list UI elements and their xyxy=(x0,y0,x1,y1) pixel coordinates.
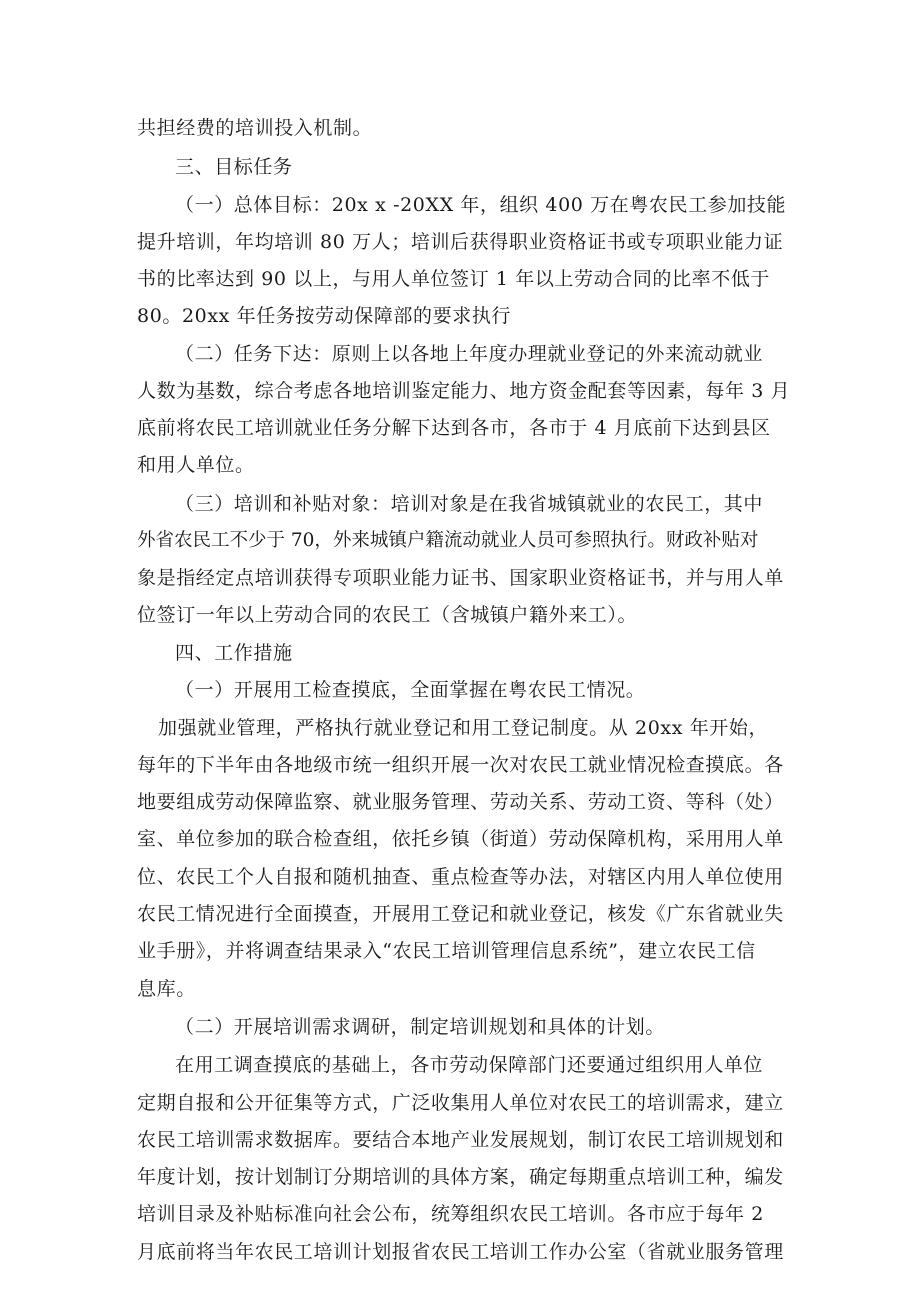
text-line: 外省农民工不少于 70，外来城镇户籍流动就业人员可参照执行。财政补贴对 xyxy=(137,530,759,551)
text-line: （二）任务下达：原则上以各地上年度办理就业登记的外来流动就业 xyxy=(175,343,764,365)
section-heading: 三、目标任务 xyxy=(175,156,293,178)
text-line: 象是指经定点培训获得专项职业能力证书、国家职业资格证书，并与用人单 xyxy=(137,567,784,589)
text-line: 月底前将当年农民工培训计划报省农民工培训工作办公室（省就业服务管理 xyxy=(137,1241,784,1263)
text-line: 息库。 xyxy=(137,978,196,1000)
text-line: 室、单位参加的联合检查组，依托乡镇（街道）劳动保障机构，采用用人单 xyxy=(137,828,784,850)
subsection-heading: （一）开展用工检查摸底，全面掌握在粤农民工情况。 xyxy=(175,679,646,701)
text-line: 提升培训，年均培训 80 万人；培训后获得职业资格证书或专项职业能力证 xyxy=(137,231,784,253)
text-line: 和用人单位。 xyxy=(137,454,255,476)
text-line: 位、农民工个人自报和随机抽查、重点检查等办法，对辖区内用人单位使用 xyxy=(137,866,784,888)
text-line: 每年的下半年由各地级市统一组织开展一次对农民工就业情况检查摸底。各 xyxy=(137,754,784,776)
text-line: 80。20xx 年任务按劳动保障部的要求执行 xyxy=(137,305,512,327)
text-line: 加强就业管理，严格执行就业登记和用工登记制度。从 20xx 年开始， xyxy=(158,717,769,739)
text-line: 人数为基数，综合考虑各地培训鉴定能力、地方资金配套等因素，每年 3 月 xyxy=(137,380,791,402)
text-line: 底前将农民工培训就业任务分解下达到各市，各市于 4 月底前下达到县区 xyxy=(137,417,771,439)
text-line: 在用工调查摸底的基础上，各市劳动保障部门还要通过组织用人单位 xyxy=(175,1054,764,1076)
text-line: （一）总体目标：20x x -20XX 年，组织 400 万在粤农民工参加技能 xyxy=(175,194,787,216)
text-line: 业手册》，并将调查结果录入“农民工培训管理信息系统”，建立农民工信 xyxy=(137,940,756,962)
text-line: 位签订一年以上劳动合同的农民工（含城镇户籍外来工）。 xyxy=(137,604,638,626)
text-line: 农民工培训需求数据库。要结合本地产业发展规划，制订农民工培训规划和 xyxy=(137,1129,784,1151)
text-line: （三）培训和补贴对象：培训对象是在我省城镇就业的农民工，其中 xyxy=(175,493,764,515)
subsection-heading: （二）开展培训需求调研，制定培训规划和具体的计划。 xyxy=(175,1016,666,1038)
text-line: 书的比率达到 90 以上，与用人单位签订 1 年以上劳动合同的比率不低于 xyxy=(137,268,771,290)
section-heading: 四、工作措施 xyxy=(175,642,293,664)
text-line: 定期自报和公开征集等方式，广泛收集用人单位对农民工的培训需求，建立 xyxy=(137,1092,784,1114)
text-line: 培训目录及补贴标准向社会公布，统筹组织农民工培训。各市应于每年 2 xyxy=(137,1203,764,1225)
text-line: 地要组成劳动保障监察、就业服务管理、劳动关系、劳动工资、等科（处） xyxy=(137,791,784,813)
text-line: 共担经费的培训投入机制。 xyxy=(137,117,373,139)
text-line: 农民工情况进行全面摸查，开展用工登记和就业登记，核发《广东省就业失 xyxy=(137,903,784,925)
text-line: 年度计划，按计划制订分期培训的具体方案，确定每期重点培训工种，编发 xyxy=(137,1166,784,1188)
